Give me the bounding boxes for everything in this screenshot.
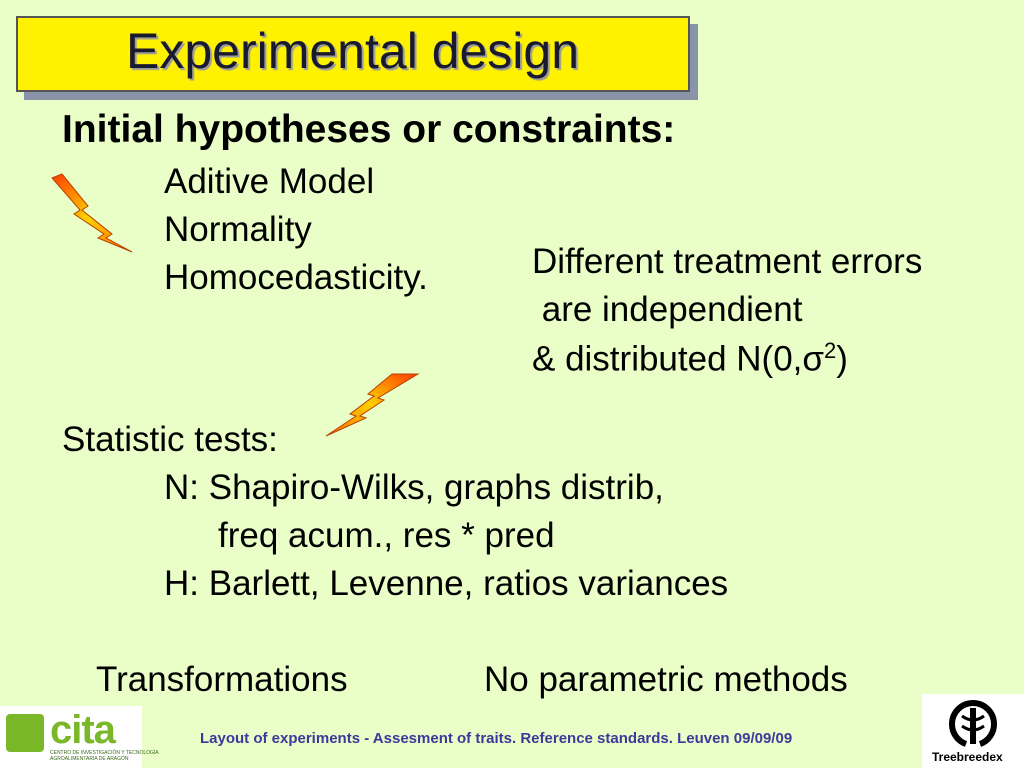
homoscedasticity-tests: H: Barlett, Levenne, ratios variances — [164, 564, 729, 603]
errors-line-2: are independient — [532, 290, 803, 329]
treebreedex-logo — [922, 694, 1024, 768]
lightning-bolt-icon — [48, 172, 138, 256]
title-box — [16, 16, 690, 92]
normality-tests-line-1: N: Shapiro-Wilks, graphs distrib, — [164, 468, 664, 507]
hypothesis-normality: Normality — [164, 210, 312, 249]
hypothesis-additive: Aditive Model — [164, 162, 375, 201]
errors-line-3-suffix: ) — [836, 339, 848, 379]
cita-wordmark: cita — [50, 708, 115, 752]
errors-line-3-prefix: & distributed N(0,σ — [532, 339, 824, 379]
hypotheses-heading: Initial hypotheses or constraints: — [62, 108, 676, 151]
cita-subtitle — [50, 750, 159, 762]
treebreedex-wordmark: Treebreedex — [932, 750, 1003, 764]
statistic-tests-label: Statistic tests: — [62, 420, 278, 459]
errors-line-1: Different treatment errors — [532, 242, 923, 281]
sigma-exponent: 2 — [824, 338, 837, 363]
cita-mark-icon — [6, 714, 44, 752]
errors-line-3 — [532, 338, 848, 380]
cita-logo — [0, 706, 159, 768]
lightning-bolt-icon — [322, 370, 422, 440]
hypothesis-homocedasticity: Homocedasticity. — [164, 258, 428, 297]
footer-text: Layout of experiments - Assesment of traits. Reference standards. Leuven 09/09/09 — [200, 730, 793, 747]
normality-tests-line-2: freq acum., res * pred — [218, 516, 555, 555]
transformations-label: Transformations — [96, 660, 348, 699]
treebreedex-emblem-icon — [944, 698, 1002, 750]
cita-subtitle-line-1: CENTRO DE INVESTIGACIÓN Y TECNOLOGÍA — [50, 750, 159, 756]
slide-title: Experimental design — [126, 23, 580, 79]
cita-subtitle-line-2: AGROALIMENTARIA DE ARAGÓN — [50, 756, 129, 762]
no-parametric-label: No parametric methods — [484, 660, 848, 699]
